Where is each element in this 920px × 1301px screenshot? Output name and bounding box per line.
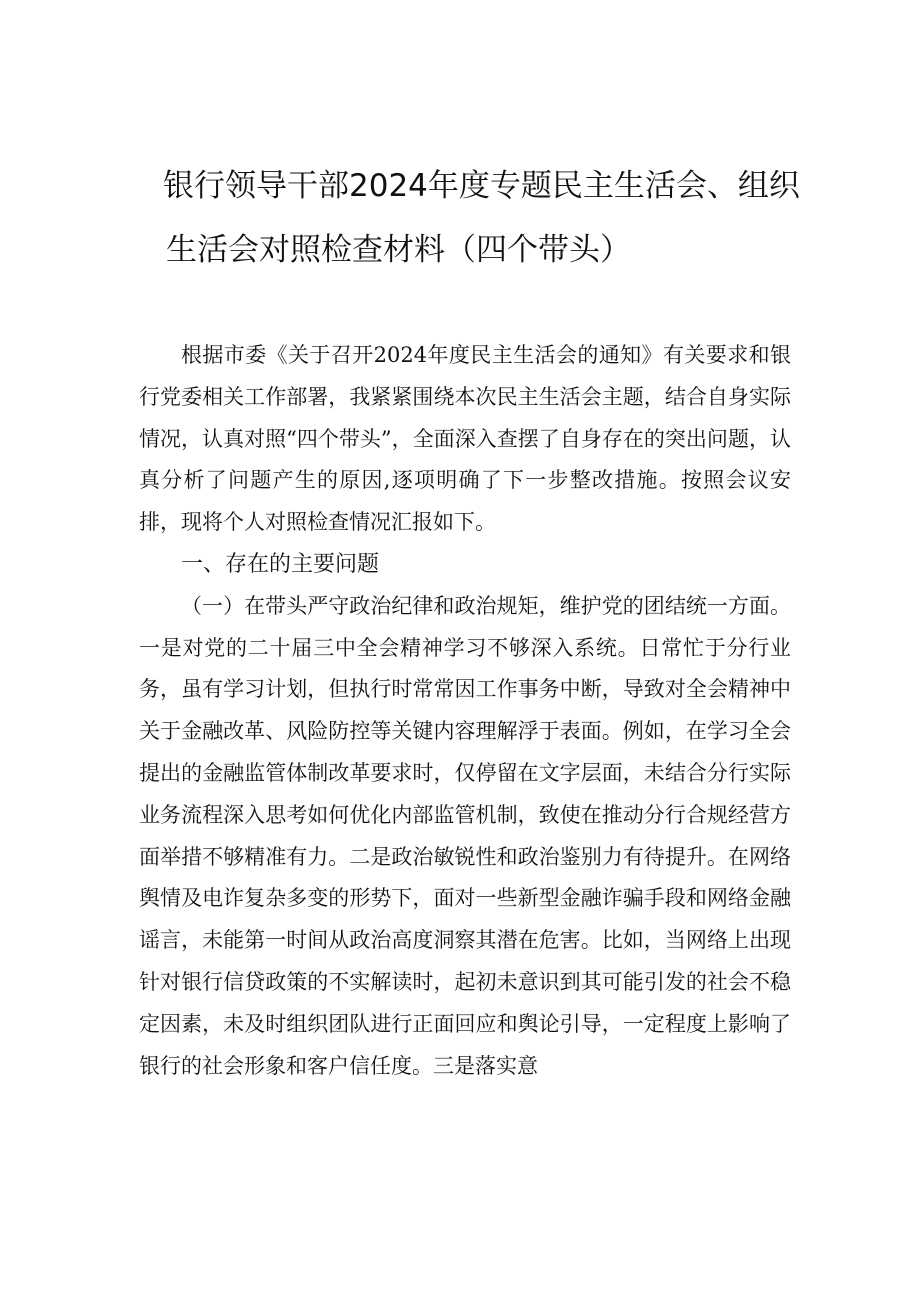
intro-paragraph: 根据市委《关于召开2024年度民主生活会的通知》有关要求和银行党委相关工作部署，我紧紧围绕本次民主生活会主题，结合自身实际情况，认真对照“四个带头”，全面深入查摆了自身存在的突出问题，认真分析了问题产生的原因,逐项明确了下一步整改措施。按照会议安排，现将个人对照检查情况汇报如下。 <box>139 343 791 535</box>
document-body <box>139 335 791 1087</box>
section-heading: 一、存在的主要问题 <box>181 551 380 577</box>
section-paragraph: （一）在带头严守政治纪律和政治规矩，维护党的团结统一方面。一是对党的二十届三中全会精神学习不够深入系统。日常忙于分行业务，虽有学习计划，但执行时常常因工作事务中断，导致对全会精神中关于金融改革、风险防控等关键内容理解浮于表面。例如，在学习全会提出的金融监管体制改革要求时，仅停留在文字层面，未结合分行实际业务流程深入思考如何优化内部监管机制，致使在推动分行合规经营方面举措不够精准有力。二是政治敏锐性和政治鉴别力有待提升。在网络舆情及电诈复杂多变的形势下，面对一些新型金融诈骗手段和网络金融谣言，未能第一时间从政治高度洞察其潜在危害。比如，当网络上出现针对银行信贷政策的不实解读时，起初未意识到其可能引发的社会不稳定因素，未及时组织团队进行正面回应和舆论引导，一定程度上影响了银行的社会形象和客户信任度。三是落实意 <box>139 593 791 1078</box>
document-title-line-2: 生活会对照检查材料（四个带头） <box>166 232 631 268</box>
document-title-line-1: 银行领导干部2024年度专题民主生活会、组织 <box>163 168 800 204</box>
